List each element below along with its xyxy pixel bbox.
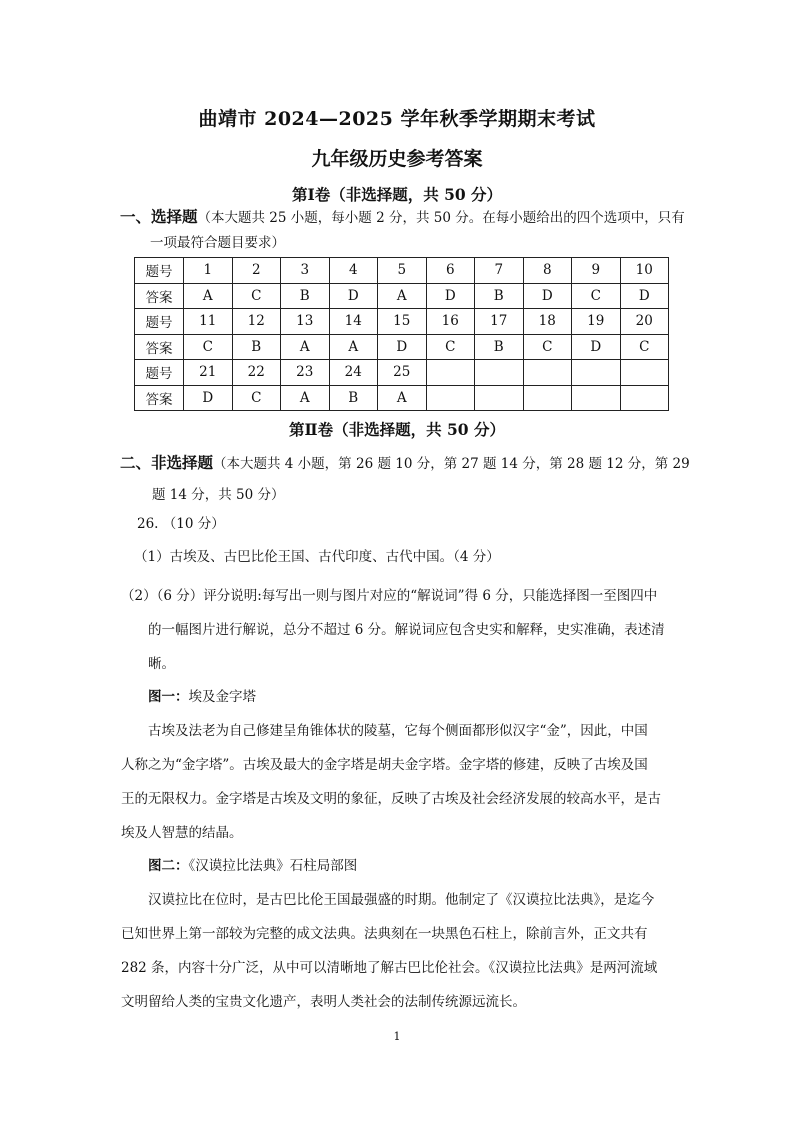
answer-cell: D	[620, 283, 669, 309]
answer-cell	[426, 385, 475, 411]
question-number-cell: 5	[378, 258, 427, 284]
answer-cell	[572, 385, 621, 411]
answer-cell: A	[329, 334, 378, 360]
answer-row	[135, 283, 669, 309]
question-number-row	[135, 309, 669, 335]
answer-cell: D	[523, 283, 572, 309]
fig1-line: 王的无限权力。金字塔是古埃及文明的象征，反映了古埃及社会经济发展的较高水平，是古	[121, 791, 661, 807]
row-label-answer: 答案	[135, 283, 184, 309]
question-number-row	[135, 360, 669, 386]
answer-cell: C	[232, 385, 281, 411]
question-number-cell: 11	[184, 309, 233, 335]
answer-cell: D	[184, 385, 233, 411]
answer-cell: C	[232, 283, 281, 309]
part1-instructions	[120, 207, 685, 228]
section-label: 一、选择题	[120, 207, 198, 226]
fig2-label: 图二：	[148, 858, 189, 874]
page-number: 1	[393, 1030, 401, 1043]
document-title: 曲靖市 2024—2025 学年秋季学期期末考试	[198, 108, 596, 130]
question-number-cell: 9	[572, 258, 621, 284]
row-label-answer: 答案	[135, 334, 184, 360]
q26-part2-line: （2）（6 分）评分说明:每写出一则与图片对应的“解说词”得 6 分，只能选择图一至图四中	[121, 588, 658, 604]
answer-cell: C	[426, 334, 475, 360]
section-label: 二、非选择题	[120, 453, 214, 472]
question-number-cell: 15	[378, 309, 427, 335]
question-number-cell: 1	[184, 258, 233, 284]
answer-table	[134, 257, 669, 411]
answer-cell: C	[184, 334, 233, 360]
question-number-cell: 10	[620, 258, 669, 284]
question-number-cell: 24	[329, 360, 378, 386]
question-number-cell: 4	[329, 258, 378, 284]
question-number-cell	[426, 360, 475, 386]
question-number-cell: 8	[523, 258, 572, 284]
answer-cell	[620, 385, 669, 411]
answer-cell: A	[281, 334, 330, 360]
answer-cell: D	[378, 334, 427, 360]
fig2-title: 《汉谟拉比法典》石柱局部图	[188, 858, 358, 874]
answer-cell: C	[523, 334, 572, 360]
fig1-line: 埃及人智慧的结晶。	[121, 825, 243, 841]
row-label-answer: 答案	[135, 385, 184, 411]
answer-cell: C	[620, 334, 669, 360]
q26-part1: （1）古埃及、古巴比伦王国、古代印度、古代中国。（4 分）	[134, 549, 500, 565]
answer-cell: A	[378, 283, 427, 309]
fig1-line: 人称之为“金字塔”。古埃及最大的金字塔是胡夫金字塔。金字塔的修建，反映了古埃及国	[121, 757, 648, 773]
answer-cell	[475, 385, 524, 411]
question-number-cell: 14	[329, 309, 378, 335]
fig1-title: 埃及金字塔	[188, 689, 256, 705]
q26-part2-line: 晰。	[148, 656, 175, 672]
instruction-text: （本大题共 4 小题，第 26 题 10 分，第 27 题 14 分，第 28 题 12 分，第 29	[213, 456, 690, 472]
answer-cell: C	[572, 283, 621, 309]
row-label-question: 题号	[135, 309, 184, 335]
question-number-cell	[523, 360, 572, 386]
question-number-cell: 20	[620, 309, 669, 335]
answer-cell: B	[232, 334, 281, 360]
answer-cell: B	[281, 283, 330, 309]
question-number-cell	[475, 360, 524, 386]
answer-cell: D	[329, 283, 378, 309]
fig2-line: 文明留给人类的宝贵文化遗产，表明人类社会的法制传统源远流长。	[121, 994, 526, 1010]
question-number-row	[135, 258, 669, 284]
answer-cell: B	[475, 334, 524, 360]
question-number-cell: 7	[475, 258, 524, 284]
fig1-label: 图一：	[148, 689, 189, 705]
part1-title: 第Ⅰ卷（非选择题，共 50 分）	[291, 185, 503, 204]
answer-cell: B	[329, 385, 378, 411]
question-number-cell: 18	[523, 309, 572, 335]
instruction-text: （本大题共 25 小题，每小题 2 分，共 50 分。在每小题给出的四个选项中，只有	[197, 210, 685, 226]
answer-cell	[523, 385, 572, 411]
answer-cell: A	[378, 385, 427, 411]
question-number-cell: 12	[232, 309, 281, 335]
part1-instructions-cont: 一项最符合题目要求）	[150, 235, 285, 251]
answer-cell: A	[281, 385, 330, 411]
row-label-question: 题号	[135, 258, 184, 284]
part2-instructions-cont: 题 14 分，共 50 分）	[152, 487, 285, 503]
question-number-cell: 19	[572, 309, 621, 335]
fig2-line: 282 条，内容十分广泛，从中可以清晰地了解古巴比伦社会。《汉谟拉比法典》是两河流域	[121, 960, 658, 976]
fig2-line: 汉谟拉比在位时，是古巴比伦王国最强盛的时期。他制定了《汉谟拉比法典》，是迄今	[148, 892, 655, 908]
question-number-cell	[620, 360, 669, 386]
answer-cell: B	[475, 283, 524, 309]
question-number-cell: 2	[232, 258, 281, 284]
document-subtitle: 九年级历史参考答案	[311, 148, 483, 170]
answer-row	[135, 385, 669, 411]
row-label-question: 题号	[135, 360, 184, 386]
question-number-cell: 17	[475, 309, 524, 335]
fig2-line: 已知世界上第一部较为完整的成文法典。法典刻在一块黑色石柱上，除前言外，正文共有	[121, 926, 648, 942]
question-number-cell: 22	[232, 360, 281, 386]
fig1-heading	[148, 687, 256, 707]
fig2-heading	[148, 856, 357, 876]
question-number-cell: 21	[184, 360, 233, 386]
part2-title: 第Ⅱ卷（非选择题，共 50 分）	[289, 420, 505, 439]
answer-cell: A	[184, 283, 233, 309]
answer-cell: D	[426, 283, 475, 309]
q26-part2-line: 的一幅图片进行解说，总分不超过 6 分。解说词应包含史实和解释，史实准确，表述清	[148, 622, 665, 638]
question-number-cell: 13	[281, 309, 330, 335]
question-number-cell: 25	[378, 360, 427, 386]
question-number-cell: 16	[426, 309, 475, 335]
part2-instructions	[120, 453, 690, 474]
question-number-cell	[572, 360, 621, 386]
question-number-cell: 23	[281, 360, 330, 386]
answer-row	[135, 334, 669, 360]
question-number-cell: 3	[281, 258, 330, 284]
fig1-line: 古埃及法老为自己修建呈角锥体状的陵墓，它每个侧面都形似汉字“金”，因此，中国	[148, 723, 648, 739]
question-number-cell: 6	[426, 258, 475, 284]
q26-header: 26. （10 分）	[137, 516, 225, 532]
answer-cell: D	[572, 334, 621, 360]
